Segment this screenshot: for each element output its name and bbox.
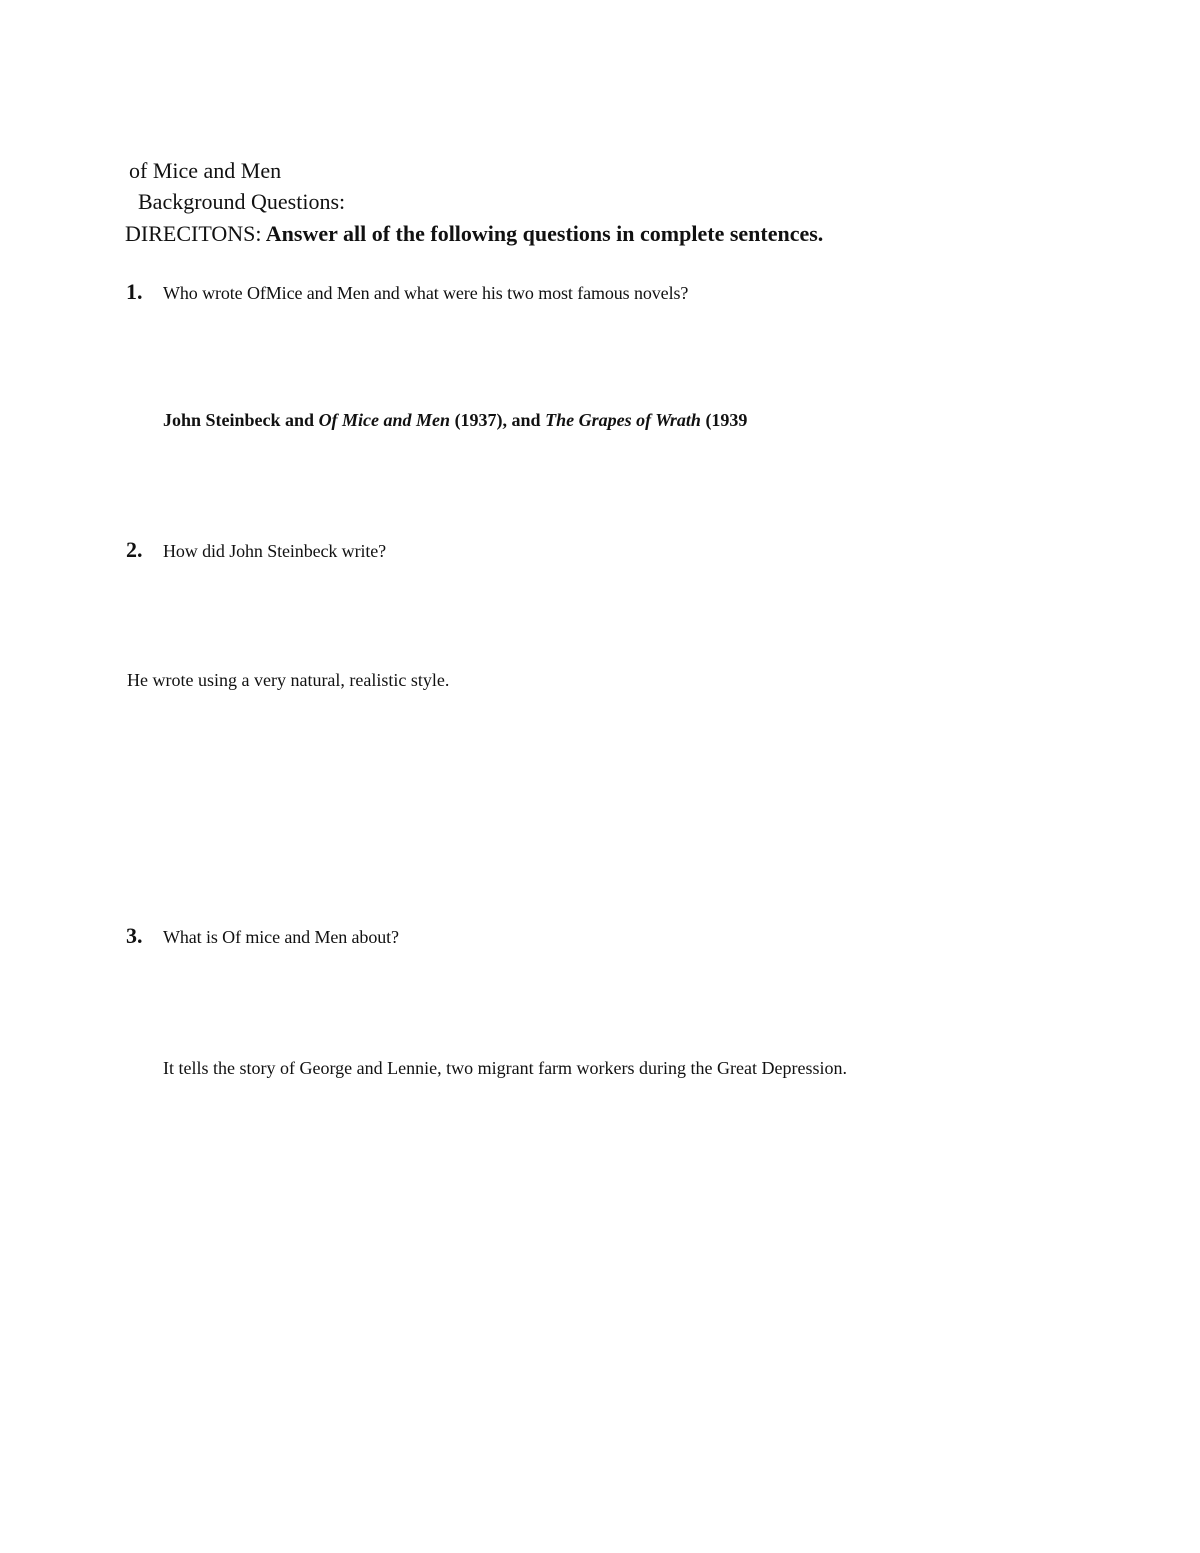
- directions-text: Answer all of the following questions in complete sentences.: [261, 221, 824, 246]
- worksheet-subtitle: Background Questions:: [138, 189, 346, 214]
- directions-label: DIRECITONS:: [125, 221, 262, 246]
- answer-1-part3: (1939: [700, 410, 748, 430]
- answer-1: [163, 407, 747, 433]
- answer-3: It tells the story of George and Lennie, two migrant farm workers during the Great Depression.: [163, 1058, 847, 1078]
- answer-1-part1: John Steinbeck and: [163, 410, 319, 430]
- answer-1-part2: (1937), and: [450, 410, 546, 430]
- question-number-3: 3.: [126, 923, 143, 948]
- directions: [125, 220, 823, 248]
- question-number-2: 2.: [126, 537, 143, 562]
- question-text-2: How did John Steinbeck write?: [163, 541, 387, 561]
- worksheet-title: of Mice and Men: [129, 158, 282, 183]
- answer-2: He wrote using a very natural, realistic style.: [127, 670, 450, 690]
- answer-1-title2: The Grapes of Wrath: [545, 410, 701, 430]
- question-number-1: 1.: [126, 279, 143, 304]
- question-text-3: What is Of mice and Men about?: [163, 927, 399, 947]
- answer-1-title1: Of Mice and Men: [318, 410, 451, 430]
- question-text-1: Who wrote OfMice and Men and what were his two most famous novels?: [163, 283, 689, 303]
